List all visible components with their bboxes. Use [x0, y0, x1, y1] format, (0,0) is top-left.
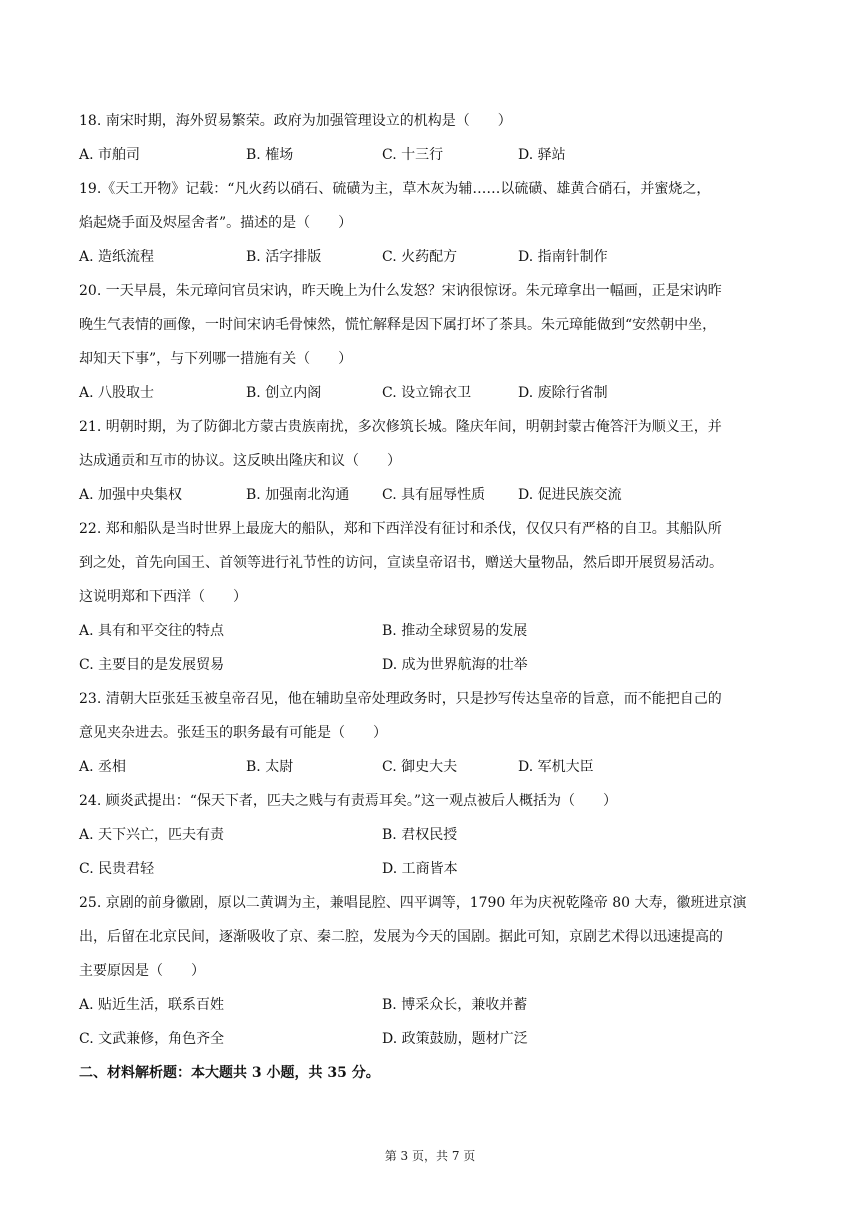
q18-option-d: D. 驿站 [518, 147, 566, 163]
question-20-line-1: 20. 一天早晨，朱元璋问官员宋讷，昨天晚上为什么发怒？宋讷很惊讶。朱元璋拿出一幅画，正是宋讷昨 [79, 283, 722, 299]
q19-option-a: A. 造纸流程 [79, 249, 155, 265]
q22-option-a: A. 具有和平交往的特点 [79, 623, 225, 639]
question-22-line-1: 22. 郑和船队是当时世界上最庞大的船队，郑和下西洋没有征讨和杀伐，仅仅只有严格的自卫。其船队所 [79, 521, 722, 537]
q22-option-d: D. 成为世界航海的壮举 [382, 657, 528, 673]
q20-option-c: C. 设立锦衣卫 [382, 385, 472, 401]
question-25-line-1: 25. 京剧的前身徽剧，原以二黄调为主，兼唱昆腔、四平调等，1790 年为庆祝乾隆帝 80 大寿，徽班进京演 [79, 895, 747, 911]
q21-option-a: A. 加强中央集权 [79, 487, 183, 503]
q25-option-d: D. 政策鼓励，题材广泛 [382, 1031, 528, 1047]
q21-option-b: B. 加强南北沟通 [246, 487, 350, 503]
q19-option-b: B. 活字排版 [246, 249, 322, 265]
question-18-line-1: 18. 南宋时期，海外贸易繁荣。政府为加强管理设立的机构是（ ） [79, 113, 512, 129]
q20-option-b: B. 创立内阁 [246, 385, 322, 401]
q18-option-a: A. 市舶司 [79, 147, 141, 163]
q25-option-c: C. 文武兼修，角色齐全 [79, 1031, 225, 1047]
q25-option-b: B. 博采众长，兼收并蓄 [382, 997, 528, 1013]
q23-option-b: B. 太尉 [246, 759, 294, 775]
q23-option-a: A. 丞相 [79, 759, 127, 775]
q24-option-b: B. 君权民授 [382, 827, 458, 843]
question-23-line-1: 23. 清朝大臣张廷玉被皇帝召见，他在辅助皇帝处理政务时，只是抄写传达皇帝的旨意，而不能把自己的 [79, 691, 722, 707]
q23-option-d: D. 军机大臣 [518, 759, 594, 775]
q18-option-b: B. 榷场 [246, 147, 294, 163]
q23-option-c: C. 御史大夫 [382, 759, 458, 775]
q22-option-c: C. 主要目的是发展贸易 [79, 657, 225, 673]
question-25-line-2: 出，后留在北京民间，逐渐吸收了京、秦二腔，发展为今天的国剧。据此可知，京剧艺术得以迅速提高的 [79, 929, 723, 945]
q24-option-c: C. 民贵君轻 [79, 861, 155, 877]
question-24-line-1: 24. 顾炎武提出：“保天下者，匹夫之贱与有责焉耳矣。”这一观点被后人概括为（ ） [79, 793, 618, 809]
question-23-line-2: 意见夹杂进去。张廷玉的职务最有可能是（ ） [79, 725, 387, 741]
q20-option-d: D. 废除行省制 [518, 385, 608, 401]
q21-option-c: C. 具有屈辱性质 [382, 487, 486, 503]
question-20-line-3: 却知天下事”，与下列哪一措施有关（ ） [79, 351, 353, 367]
question-21-line-2: 达成通贡和互市的协议。这反映出隆庆和议（ ） [79, 453, 401, 469]
q25-option-a: A. 贴近生活，联系百姓 [79, 997, 225, 1013]
q22-option-b: B. 推动全球贸易的发展 [382, 623, 528, 639]
q24-option-a: A. 天下兴亡，匹夫有责 [79, 827, 225, 843]
section-heading: 二、材料解析题：本大题共 3 小题，共 35 分。 [79, 1065, 380, 1081]
question-22-line-2: 到之处，首先向国王、首领等进行礼节性的访问，宣读皇帝诏书，赠送大量物品，然后即开展贸易活动。 [79, 555, 723, 571]
question-21-line-1: 21. 明朝时期，为了防御北方蒙古贵族南扰，多次修筑长城。隆庆年间，明朝封蒙古俺答汗为顺义王，并 [79, 419, 722, 435]
q21-option-d: D. 促进民族交流 [518, 487, 622, 503]
question-19-line-1: 19.《天工开物》记载：“凡火药以硝石、硫磺为主，草木灰为辅……以硫磺、雄黄合硝石，并蜜烧之， [79, 181, 711, 197]
q24-option-d: D. 工商皆本 [382, 861, 458, 877]
question-19-line-2: 焰起烧手面及烬屋舍者”。描述的是（ ） [79, 215, 353, 231]
page-footer: 第 3 页，共 7 页 [384, 1149, 476, 1163]
q18-option-c: C. 十三行 [382, 147, 444, 163]
q19-option-c: C. 火药配方 [382, 249, 458, 265]
question-25-line-3: 主要原因是（ ） [79, 963, 205, 979]
q19-option-d: D. 指南针制作 [518, 249, 608, 265]
q20-option-a: A. 八股取士 [79, 385, 155, 401]
question-22-line-3: 这说明郑和下西洋（ ） [79, 589, 247, 605]
question-20-line-2: 晚生气表情的画像，一时间宋讷毛骨悚然，慌忙解释是因下属打坏了茶具。朱元璋能做到“安然朝中坐， [79, 317, 717, 333]
